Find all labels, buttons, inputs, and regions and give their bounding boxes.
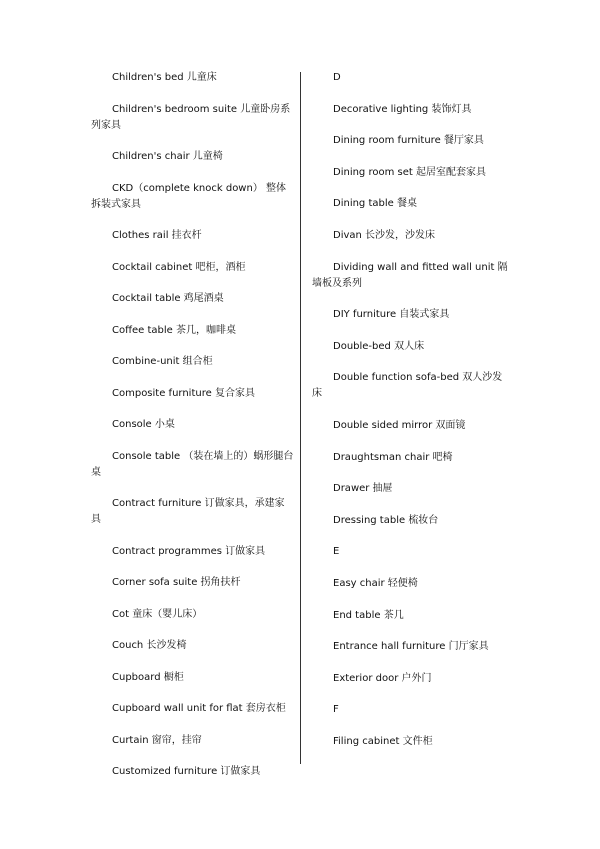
glossary-entry: Filing cabinet 文件柜: [333, 735, 433, 747]
glossary-entry: Console table （装在墙上的）蜗形腿台桌: [91, 450, 294, 478]
glossary-entry: Cupboard wall unit for flat 套房衣柜: [112, 703, 286, 714]
glossary-entry: Cocktail cabinet 吧柜，酒柜: [112, 261, 246, 273]
glossary-entry: Double sided mirror 双面镜: [333, 419, 466, 431]
glossary-entry: Easy chair 轻便椅: [333, 577, 418, 589]
glossary-entry: Combine-unit 组合柜: [112, 356, 213, 367]
glossary-entry: Customized furniture 订做家具: [112, 766, 261, 777]
left-column: [91, 70, 294, 796]
section-letter-e: E: [333, 546, 340, 558]
glossary-entry: CKD（complete knock down） 整体拆装式家具: [91, 182, 287, 210]
glossary-entry: Cocktail table 鸡尾酒桌: [112, 293, 224, 304]
glossary-entry: Contract programmes 订做家具: [112, 545, 266, 557]
glossary-entry: Drawer 抽屉: [333, 483, 393, 495]
glossary-entry: Cot 童床（婴儿床）: [112, 608, 203, 620]
glossary-entry: Dining room set 起居室配套家具: [333, 166, 486, 178]
right-column: [312, 70, 512, 765]
glossary-entry: DIY furniture 自装式家具: [333, 309, 450, 321]
glossary-entry: Children's chair 儿童椅: [112, 151, 223, 162]
glossary-entry: Exterior door 户外门: [333, 672, 432, 684]
glossary-entry: Cupboard 橱柜: [112, 671, 184, 683]
glossary-entry: Double function sofa-bed 双人沙发床: [312, 372, 503, 400]
glossary-entry: Curtain 窗帘，挂帘: [112, 734, 202, 746]
glossary-entry: Couch 长沙发椅: [112, 640, 187, 651]
glossary-entry: End table 茶几: [333, 609, 404, 621]
section-letter-d: D: [333, 72, 341, 83]
glossary-entry: Dining room furniture 餐厅家具: [333, 135, 484, 147]
glossary-entry: Coffee table 茶几，咖啡桌: [112, 324, 236, 336]
glossary-entry: Dining table 餐桌: [333, 198, 417, 210]
section-letter-f: F: [333, 704, 339, 716]
column-divider: [300, 72, 301, 764]
glossary-entry: Dividing wall and fitted wall unit 隔墙板及系列: [312, 261, 508, 289]
glossary-entry: Composite furniture 复合家具: [112, 387, 255, 399]
glossary-entry: Children's bed 儿童床: [112, 72, 217, 83]
glossary-entry: Entrance hall furniture 门厅家具: [333, 641, 489, 653]
glossary-entry: Divan 长沙发，沙发床: [333, 229, 436, 241]
glossary-entry: Double-bed 双人床: [333, 340, 425, 352]
glossary-entry: Dressing table 梳妆台: [333, 514, 439, 526]
glossary-entry: Clothes rail 挂衣杆: [112, 230, 202, 241]
glossary-entry: Corner sofa suite 拐角扶杆: [112, 577, 241, 588]
glossary-entry: Contract furniture 订做家具，承建家具: [91, 498, 285, 525]
glossary-entry: Console 小桌: [112, 419, 175, 430]
glossary-entry: Children's bedroom suite 儿童卧房系列家具: [91, 103, 291, 131]
glossary-entry: Draughtsman chair 吧椅: [333, 451, 453, 463]
glossary-entry: Decorative lighting 装饰灯具: [333, 103, 472, 115]
